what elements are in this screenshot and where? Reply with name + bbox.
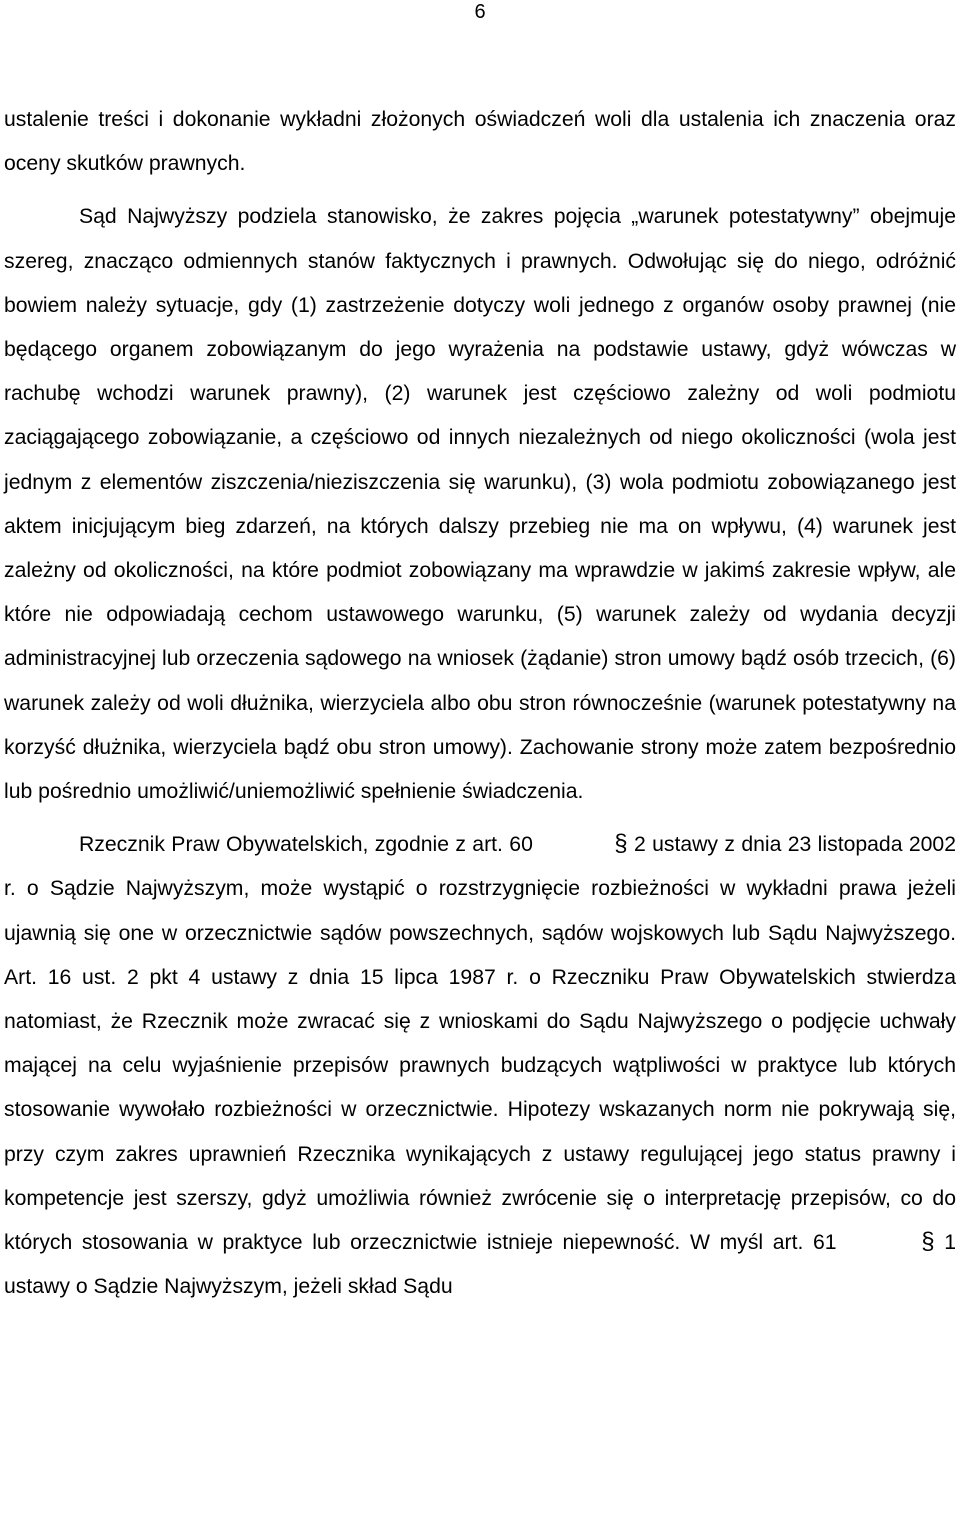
section-sign: § xyxy=(921,1228,935,1256)
page-number: 6 xyxy=(474,1,486,23)
paragraph-3-part-3: 1 ustawy o Sądzie Najwyższym, jeżeli skład Sądu xyxy=(4,1231,956,1299)
paragraph-1: ustalenie treści i dokonanie wykładni złożonych oświadczeń woli dla ustalenia ich znaczenia oraz oceny skutków prawnych. xyxy=(4,108,956,176)
document-body xyxy=(4,98,956,1318)
paragraph-3 xyxy=(4,823,956,1309)
paragraph-3-part-1: Rzecznik Praw Obywatelskich, zgodnie z art. 60 xyxy=(79,833,540,857)
paragraph-2: Sąd Najwyższy podziela stanowisko, że zakres pojęcia „warunek potestatywny” obejmuje szereg, znacząco odmiennych stanów faktycznych i prawnych. Odwołując się do niego, odróżnić bowiem należy sytuacje, gdy (1) zastrzeżenie dotyczy woli jednego z organów osoby prawnej (nie będącego organem zobowiązanym do jego wyrażenia na podstawie ustawy, gdyż wówczas w rachubę wchodzi warunek prawny), (2) warunek jest częściowo zależny od woli podmiotu zaciągającego zobowiązanie, a częściowo od innych niezależnych od niego okoliczności (wola jest jednym z elementów ziszczenia/nieziszczenia się warunku), (3) wola podmiotu zobowiązanego jest aktem inicjującym bieg zdarzeń, na których dalszy przebieg nie ma on wpływu, (4) warunek jest zależny od okoliczności, na które podmiot zobowiązany ma wprawdzie w jakimś zakresie wpływ, ale które nie odpowiadają cechom ustawowego warunku, (5) warunek zależy od wydania decyzji administracyjnej lub orzeczenia sądowego na wniosek (żądanie) stron umowy bądź osób trzecich, (6) warunek zależy od woli dłużnika, wierzyciela albo obu stron równocześnie (warunek potestatywny na korzyść dłużnika, wierzyciela bądź obu stron umowy). Zachowanie strony może zatem bezpośrednio lub pośrednio umożliwić/uniemożliwić spełnienie świadczenia. xyxy=(4,205,956,804)
paragraph-3-part-2: 2 ustawy z dnia 23 listopada 2002 r. o Sądzie Najwyższym, może wystąpić o rozstrzygnięcie rozbieżności w wykładni prawa jeżeli ujawnią się one w orzecznictwie sądów powszechnych, sądów wojskowych lub Sądu Najwyższego. Art. 16 ust. 2 pkt 4 ustawy z dnia 15 lipca 1987 r. o Rzeczniku Praw Obywatelskich stwierdza natomiast, że Rzecznik może zwracać się z wnioskami do Sądu Najwyższego o podjęcie uchwały mającej na celu wyjaśnienie przepisów prawnych budzących wątpliwości w praktyce lub których stosowanie wywołało rozbieżności w orzecznictwie. Hipotezy wskazanych norm nie pokrywają się, przy czym zakres uprawnień Rzecznika wynikających z ustawy regulującej jego status prawny i kompetencje jest szerszy, gdyż umożliwia również zwrócenie się o interpretację przepisów, co do których stosowania w praktyce lub orzecznictwie istnieje niepewność. W myśl art. 61 xyxy=(4,833,956,1255)
section-sign: § xyxy=(614,830,628,858)
